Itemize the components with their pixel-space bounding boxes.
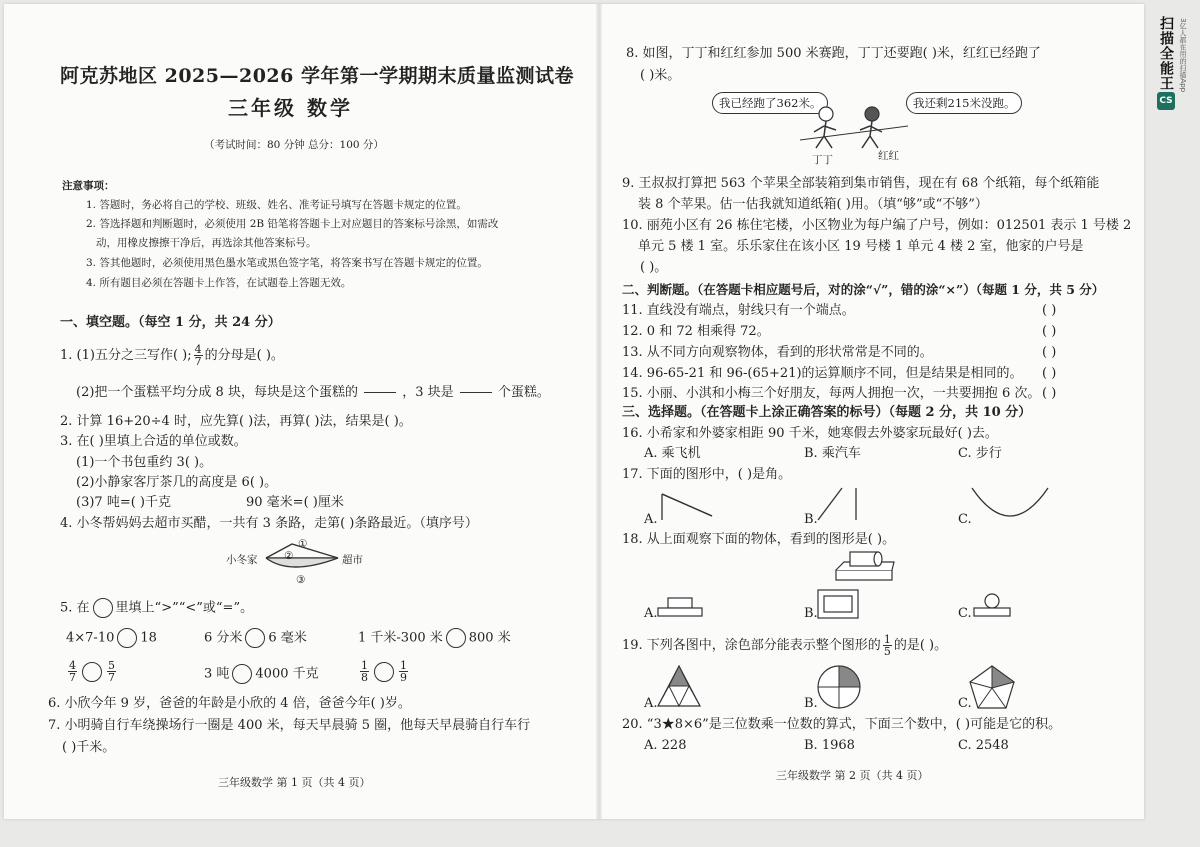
frac-denominator: 9 — [400, 671, 407, 684]
route-3-line — [266, 558, 338, 567]
frac-denominator: 7 — [108, 671, 115, 684]
q18-option-b: B. — [804, 606, 818, 621]
q1-1-text-b: 的分母是( )。 — [204, 348, 284, 363]
q1-1-fraction — [194, 344, 203, 367]
compare-left: 6 分米 — [204, 630, 243, 646]
inner-rect — [824, 596, 852, 612]
bottom-rect — [658, 608, 702, 616]
compare-2 — [204, 628, 307, 648]
compare-right: 6 毫米 — [268, 630, 307, 646]
route-market-label: 超市 — [342, 554, 363, 566]
runner-name-dingding: 丁丁 — [812, 154, 833, 166]
q19-fraction — [883, 634, 892, 657]
compare-6 — [358, 660, 410, 683]
q16-option-b: B. 乘汽车 — [804, 446, 861, 461]
question-19 — [622, 634, 947, 657]
note-2: 2. 答选择题和判断题时，必须使用 2B 铅笔将答题卡上对应题目的答案标号涂黑，如需改 — [86, 218, 499, 230]
q17-option-a: A. — [644, 512, 658, 527]
compare-circle — [232, 664, 252, 684]
fraction — [399, 660, 408, 683]
angle-ray — [662, 494, 712, 516]
q1-2-text-c: 个蛋糕。 — [497, 385, 550, 400]
exam-subtitle: 三年级 数学 — [228, 96, 353, 120]
question-10b: 单元 5 楼 1 室。乐乐家住在该小区 19 号楼 1 单元 4 楼 2 室，他家的户号是 — [638, 239, 1084, 254]
fraction — [360, 660, 369, 683]
question-8b: ( )米。 — [640, 68, 681, 83]
route-1-marker: ① — [298, 538, 308, 550]
q16-option-a: A. 乘飞机 — [644, 446, 701, 461]
q20-option-b: B. 1968 — [804, 738, 855, 753]
blank-fraction-1 — [364, 382, 396, 403]
judge-15: 15. 小丽、小淇和小梅三个好朋友，每两人拥抱一次，一共要拥抱 6 次。 — [622, 386, 1041, 401]
question-4: 4. 小冬帮妈妈去超市买醋，一共有 3 条路，走第( )条路最近。（填序号） — [60, 516, 478, 531]
note-2-cont: 动，用橡皮擦擦干净后，再选涂其他答案标号。 — [96, 237, 317, 249]
compare-circle — [93, 598, 113, 618]
note-1: 1. 答题时，务必将自己的学校、班级、姓名、准考证号填写在答题卡规定的位置。 — [86, 199, 467, 211]
q16-option-c: C. 步行 — [958, 446, 1002, 461]
question-8a: 8. 如图，丁丁和红红参加 500 米赛跑，丁丁还要跑( )米，红红已经跑了 — [626, 46, 1041, 61]
q1-1-text-a: 1. (1)五分之三写作( ); — [60, 348, 192, 363]
note-4: 4. 所有题目必须在答题卡上作答，在试题卷上答题无效。 — [86, 277, 352, 289]
base-block — [836, 570, 892, 580]
dingding-body — [814, 121, 836, 148]
q17-option-b: B. — [804, 512, 818, 527]
frac-numerator: 5 — [108, 659, 115, 672]
notes-title: 注意事项： — [62, 180, 115, 192]
compare-left: 3 吨 — [204, 666, 230, 682]
q5-text-a: 5. 在 — [60, 600, 90, 616]
finish-ribbon — [800, 126, 908, 140]
compare-left: 1 千米-300 米 — [358, 630, 443, 646]
exam-time-info: （考试时间：80 分钟 总分：100 分） — [204, 139, 384, 151]
question-10a: 10. 丽苑小区有 26 栋住宅楼，小区物业为每户编了户号，例如：012501 表示 1 号楼 2 — [622, 218, 1132, 233]
judge-11-paren: ( ) — [1042, 303, 1057, 318]
compare-right: 4000 千克 — [255, 666, 319, 682]
compare-5 — [204, 664, 319, 684]
q18-option-a: A. — [644, 606, 658, 621]
note-3: 3. 答其他题时，必须使用黑色墨水笔或黑色签字笔，将答案书写在答题卡规定的位置。 — [86, 257, 488, 269]
question-3-2: (2)小静家客厅茶几的高度是 6( )。 — [76, 475, 278, 490]
compare-circle — [117, 628, 137, 648]
blank-fraction-2 — [460, 382, 492, 403]
question-3-3a: (3)7 吨=( )千克 — [76, 495, 171, 510]
section-1-heading: 一、填空题。（每空 1 分，共 24 分） — [60, 315, 281, 330]
shaded-part — [669, 666, 689, 686]
q1-2-text-a: (2)把一个蛋糕平均分成 8 块，每块是这个蛋糕的 — [76, 385, 358, 400]
page-2-footer: 三年级数学 第 2 页（共 4 页） — [776, 769, 929, 782]
compare-left: 4×7-10 — [66, 630, 115, 646]
blank-denominator — [460, 393, 492, 403]
compare-circle — [374, 662, 394, 682]
rect-base — [974, 608, 1010, 616]
route-home-label: 小冬家 — [226, 554, 258, 566]
speech-bubble-honghong: 我还剩215米没跑。 — [906, 92, 1022, 114]
blank-numerator — [364, 382, 396, 393]
section-3-heading: 三、选择题。（在答题卡上涂正确答案的标号）（每题 2 分，共 10 分） — [622, 405, 1032, 420]
q19-option-c: C. — [958, 696, 972, 711]
frac-numerator: 1 — [883, 633, 891, 646]
q17-figure-b — [816, 486, 862, 522]
q5-text-b: 里填上“>”“<”或“=”。 — [115, 600, 254, 616]
compare-right: 800 米 — [468, 630, 511, 646]
judge-12: 12. 0 和 72 相乘得 72。 — [622, 324, 770, 339]
separate-lines — [818, 488, 856, 520]
blank-denominator — [364, 393, 396, 403]
question-7a: 7. 小明骑自行车绕操场行一圈是 400 米，每天早晨骑 5 圈，他每天早晨骑自行车行 — [48, 718, 531, 733]
judge-15-paren: ( ) — [1042, 386, 1057, 401]
q19-option-a: A. — [644, 696, 658, 711]
compare-circle — [82, 662, 102, 682]
question-3-3b: 90 毫米=( )厘米 — [246, 495, 344, 510]
cylinder-end — [874, 552, 882, 566]
fraction — [107, 660, 116, 683]
q18-figure-a — [656, 596, 706, 620]
q18-figure-c — [972, 592, 1012, 618]
q18-figure-b — [816, 588, 862, 620]
q20-option-c: C. 2548 — [958, 738, 1009, 753]
question-18: 18. 从上面观察下面的物体，看到的图形是( )。 — [622, 532, 896, 547]
route-3-marker: ③ — [296, 574, 306, 586]
frac-denominator: 7 — [69, 671, 76, 684]
question-16: 16. 小希家和外婆家相距 90 千米，她寒假去外婆家玩最好( )去。 — [622, 426, 998, 441]
q20-option-a: A. 228 — [644, 738, 687, 753]
blank-numerator — [460, 382, 492, 393]
judge-11: 11. 直线没有端点，射线只有一个端点。 — [622, 303, 855, 318]
frac-denominator: 8 — [361, 671, 368, 684]
question-6: 6. 小欣今年 9 岁，爸爸的年龄是小欣的 4 倍，爸爸今年( )岁。 — [48, 696, 411, 711]
fraction — [68, 660, 77, 683]
frac-numerator: 1 — [361, 659, 368, 672]
question-1-2 — [76, 382, 550, 403]
judge-13-paren: ( ) — [1042, 345, 1057, 360]
q19-figure-b — [816, 664, 862, 710]
question-17: 17. 下面的图形中，( )是角。 — [622, 467, 792, 482]
question-2: 2. 计算 16+20÷4 时，应先算( )法，再算( )法，结果是( )。 — [60, 414, 412, 429]
question-9a: 9. 王叔叔打算把 563 个苹果全部装箱到集市销售，现在有 68 个纸箱，每个纸箱能 — [622, 176, 1100, 191]
question-3-1: (1)一个书包重约 3( )。 — [76, 455, 213, 470]
runner-name-honghong: 红红 — [878, 150, 899, 162]
scanner-brand-name: 扫描全能王 — [1158, 16, 1174, 91]
route-2-marker: ② — [284, 550, 294, 562]
q17-figure-c — [970, 484, 1050, 524]
q1-2-text-b: ，3 块是 — [402, 385, 454, 400]
honghong-head — [865, 107, 879, 121]
frac-numerator: 4 — [69, 659, 76, 672]
frac-denominator: 5 — [883, 645, 891, 658]
dingding-head — [819, 107, 833, 121]
honghong-body — [860, 121, 882, 148]
top-rect — [668, 598, 692, 608]
compare-4 — [66, 660, 118, 683]
judge-14-paren: ( ) — [1042, 366, 1057, 381]
judge-14: 14. 96-65-21 和 96-(65+21)的运算顺序不同，但是结果是相同的。 — [622, 366, 1023, 381]
q17-figure-a — [660, 492, 716, 522]
page-1-footer: 三年级数学 第 1 页（共 4 页） — [218, 776, 371, 789]
question-5 — [60, 598, 253, 618]
q19-text-b: 的是( )。 — [893, 638, 948, 653]
q19-figure-a — [656, 664, 702, 708]
q19-option-b: B. — [804, 696, 818, 711]
judge-12-paren: ( ) — [1042, 324, 1057, 339]
compare-right: 18 — [140, 630, 157, 646]
runners-illustration — [800, 104, 910, 154]
frac-denominator: 7 — [194, 355, 202, 368]
q17-option-c: C. — [958, 512, 972, 527]
question-3: 3. 在( )里填上合适的单位或数。 — [60, 434, 247, 449]
q19-figure-c — [968, 664, 1016, 710]
q18-object — [834, 548, 896, 582]
compare-1 — [66, 628, 157, 648]
curve — [972, 488, 1048, 516]
exam-title: 阿克苏地区 2025—2026 学年第一学期期末质量监测试卷 — [60, 65, 574, 87]
question-9b: 装 8 个苹果。估一估我就知道纸箱( )用。（填“够”或“不够”） — [638, 197, 988, 212]
frac-numerator: 1 — [400, 659, 407, 672]
page-fold — [596, 4, 602, 819]
question-1-1 — [60, 344, 284, 367]
section-2-heading: 二、判断题。（在答题卡相应题号后，对的涂“√”，错的涂“×”）（每题 1 分，共 5 分） — [622, 282, 1105, 297]
judge-13: 13. 从不同方向观察物体，看到的形状常常是不同的。 — [622, 345, 933, 360]
q19-text-a: 19. 下列各图中，涂色部分能表示整个图形的 — [622, 638, 881, 653]
question-10c: ( )。 — [640, 260, 668, 275]
compare-circle — [245, 628, 265, 648]
compare-3 — [358, 628, 511, 648]
shaded-quarter — [839, 666, 860, 687]
speech-bubble-dingding: 我已经跑了362米。 — [712, 92, 828, 114]
circle-top — [985, 594, 999, 608]
q18-option-c: C. — [958, 606, 972, 621]
compare-circle — [446, 628, 466, 648]
scanner-tagline: 3亿人都在用的扫描App — [1179, 18, 1187, 93]
frac-numerator: 4 — [194, 343, 202, 356]
scanner-logo-icon: CS — [1157, 92, 1175, 110]
question-7b: ( )千米。 — [62, 740, 116, 755]
question-20: 20. “3★8×6”是三位数乘一位数的算式，下面三个数中，( )可能是它的积。 — [622, 717, 1062, 732]
